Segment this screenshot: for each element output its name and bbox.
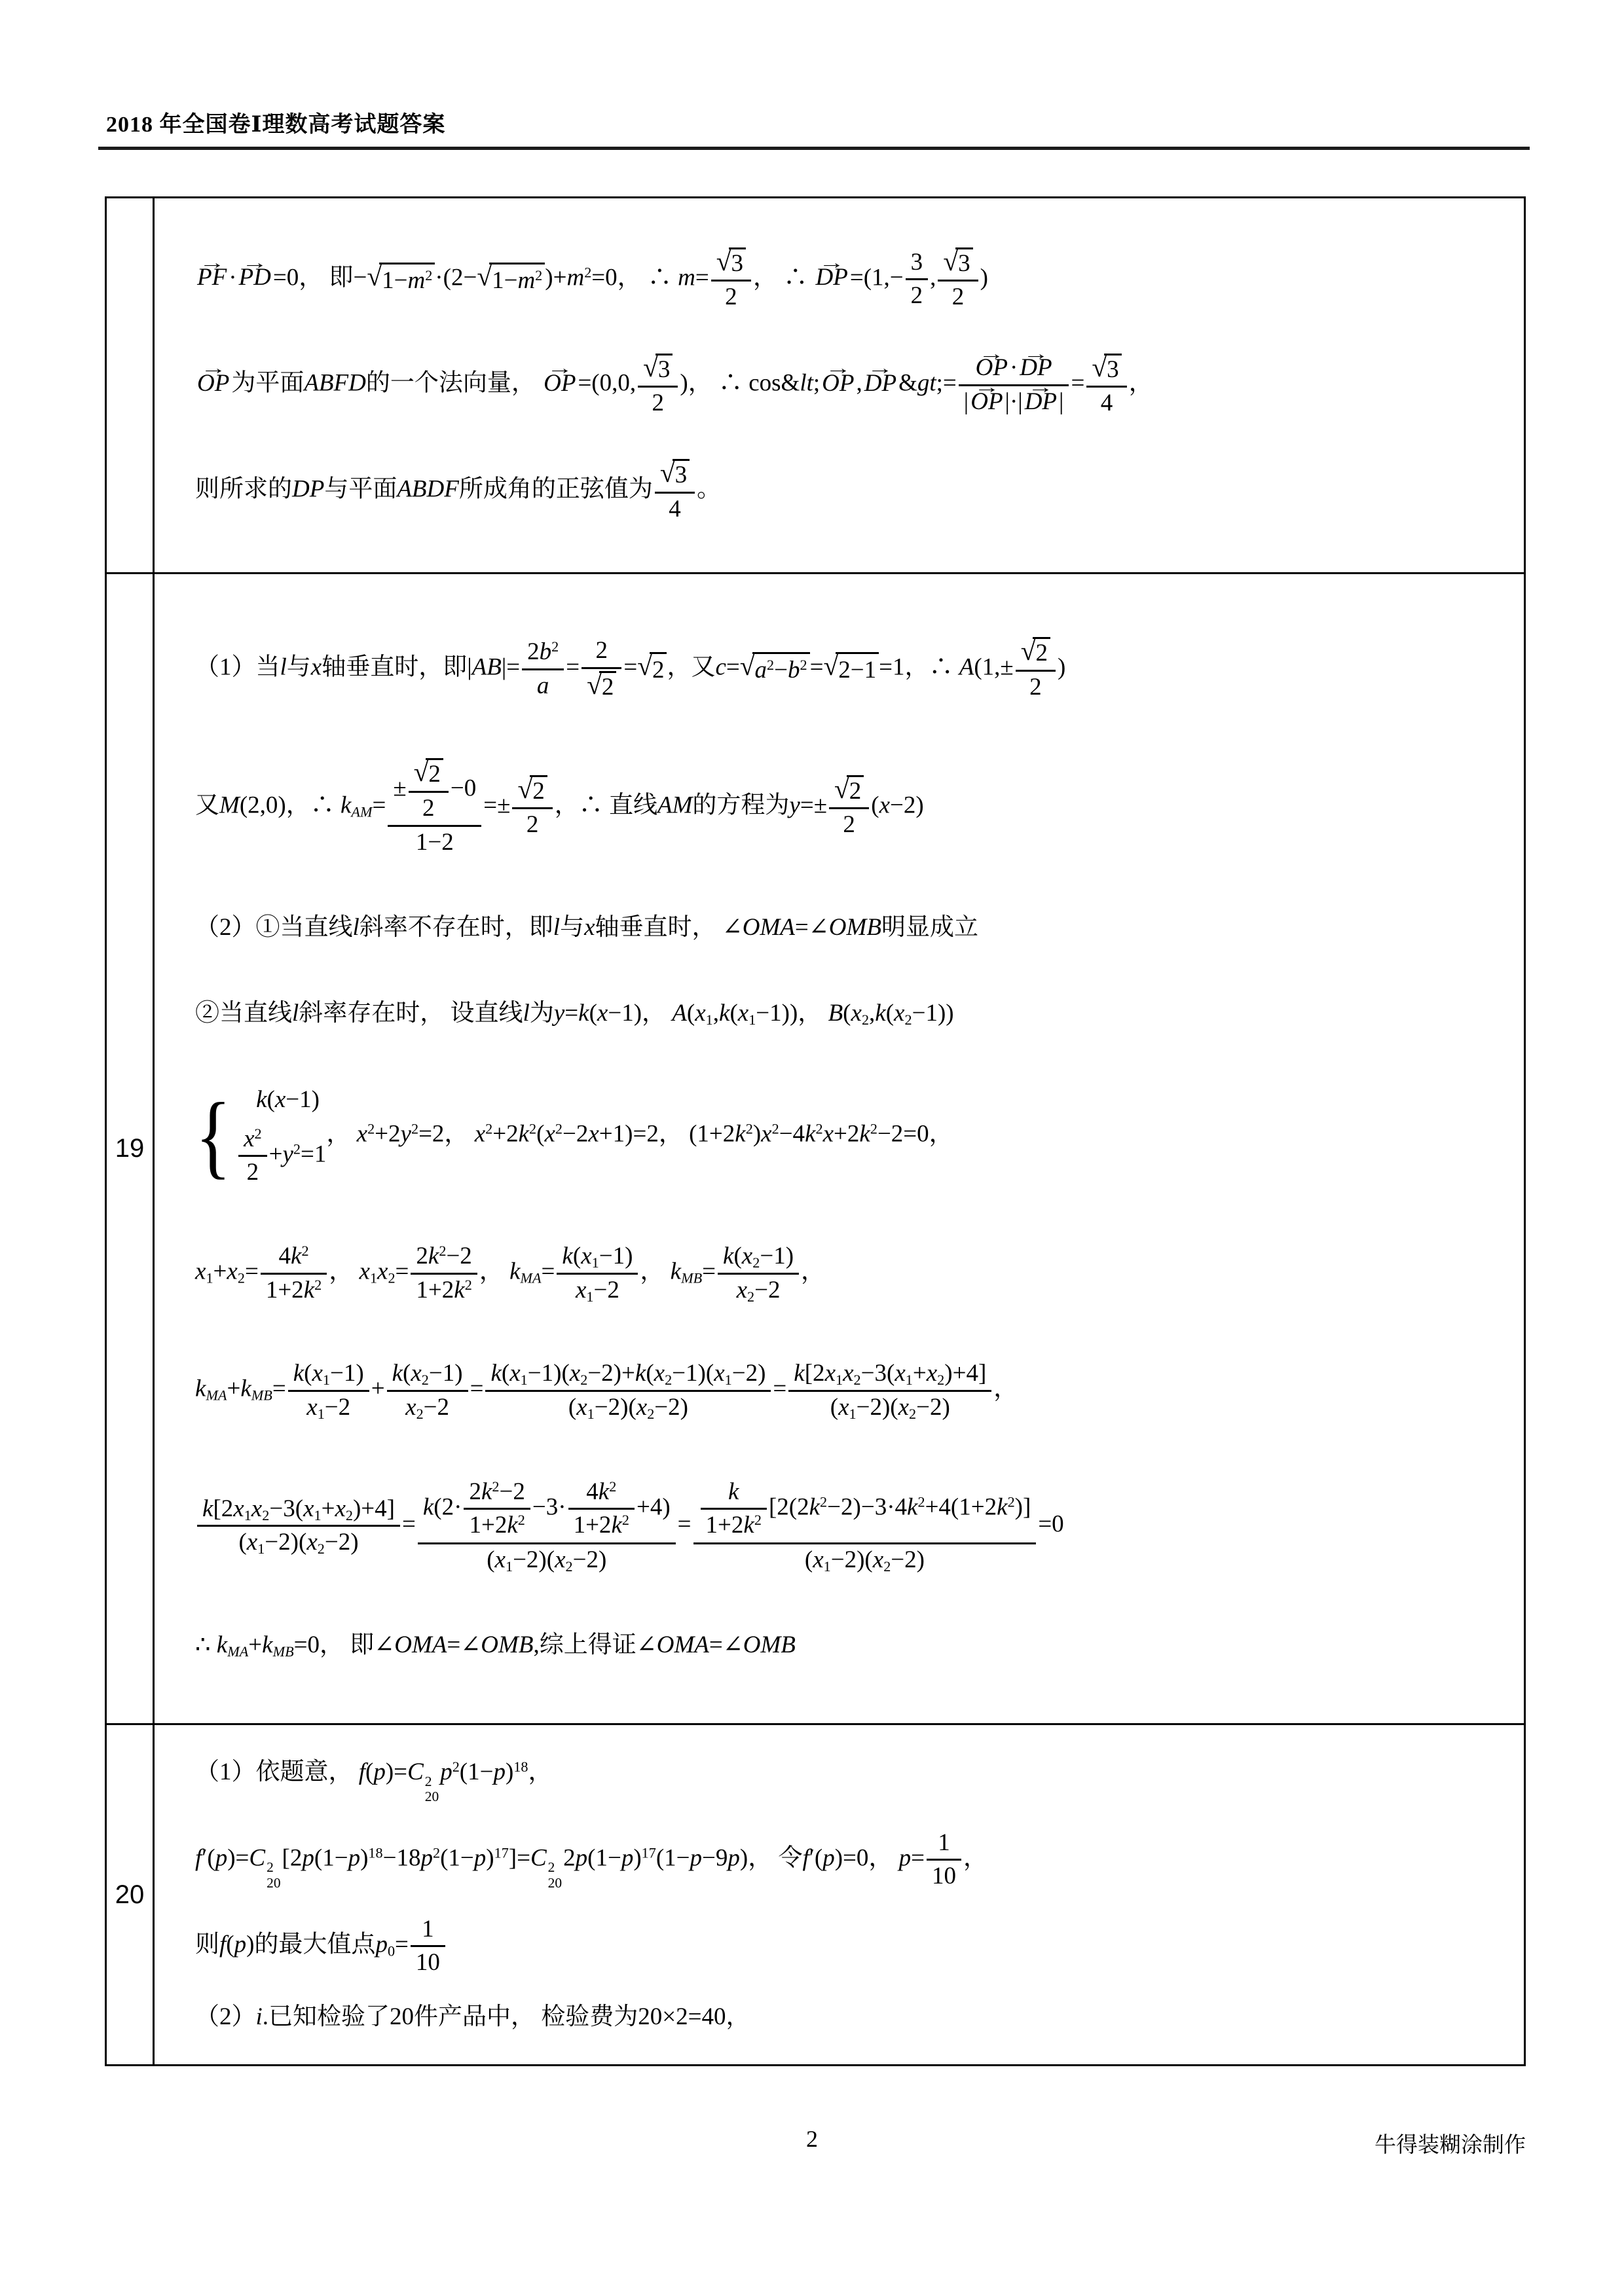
table-row (107, 1723, 1524, 2064)
footer-page-number: 2 (806, 2126, 818, 2152)
answer-line: $x_1+x_2=$ $\frac{4k^2}{1+2k^2}$ ， $x_1x_2=$ $\frac{2k^2-2}{1+2k^2}$ ， $k_{MA}=$ $\frac{k(x_1-1)}{x_1-2}$ ， $k_{MB}=$ $\frac{k(x_2-1)}{x_2-2}$ ， (195, 1242, 826, 1305)
answer-table (105, 196, 1526, 2066)
table-row (107, 572, 1524, 1723)
answer-line: $k_{MA}+k_{MB}=$ $\frac{k(x_1-1)}{x_1-2}$ + $\frac{k(x_2-1)}{x_2-2}$ = $\frac{k(x_1-1)(x_2-2)+k(x_2-1)(x_1-2)}{(x_1-2)(x_2-2)}$ = $\frac{k[2x_1x_2-3(x_1+x_2)+4]}{(x_1-2)(x_2-2)}$ ， (195, 1360, 1018, 1423)
answer-line: （1）依题意， f(p)=C 2 20 $p^2(1-p)^{18}$， (195, 1758, 553, 1805)
footer-credit: 牛得装糊涂制作 (1375, 2134, 1526, 2157)
answer-line: （2）i.已知检验了20件产品中， 检验费为20×2=40， (195, 2003, 750, 2030)
answer-content-cell (155, 1725, 1524, 2064)
answer-line: ∴ $k_{MA}+k_{MB}=0$， 即∠OMA=∠OMB,综上得证∠OMA=∠OMB (195, 1631, 796, 1660)
answer-line: （2）①当直线l斜率不存在时，即l与x轴垂直时， ∠OMA=∠OMB明显成立 (195, 913, 978, 941)
page-title: 2018 年全国卷Ⅰ理数高考试题答案 (106, 113, 446, 137)
answer-line: { k(x−1) $\frac{x^2}{2}$ $+y^2=1$ ， $x^2+2y^2=2$， $x^2+2k^2(x^2-2x+1)=2$， $(1+2k^2)x^2-4k^2x+2k^2-2=0$， (195, 1084, 953, 1188)
answer-content-cell (155, 574, 1524, 1723)
header-rule (98, 147, 1530, 150)
answer-line: ②当直线l斜率存在时， 设直线l为y=k(x−1)， $A(x_1,k(x_1-1))$， $B(x_2,k(x_2-1))$ (195, 1000, 954, 1029)
answer-line: 则所求的DP与平面ABDF所成角的正弦值为 √ 3 4 。 (195, 458, 722, 522)
answer-content-cell (155, 198, 1524, 572)
answer-line: 又M(2,0)，∴ $k_{AM}=$ ± √ 2 2 −0 1−2 =± √ 2 2 ，∴ 直线AM的方程为y=± √ 2 2 (x−2) (195, 757, 924, 856)
question-number-cell (107, 198, 155, 572)
question-number-cell: 19 (107, 574, 155, 1723)
answer-line: 则f(p)的最大值点$p_0=$ $\frac{1}{10}$ (195, 1915, 1509, 1978)
answer-line: （1）当l与x轴垂直时，即|AB|= $\frac{2b^2}{a}$ = 2 √ 2 = √ 2 ，又c= √ $a^2-b^2$ = √ 2−1 =1，∴ A(1,± √ 2 2 ) (195, 636, 1066, 701)
answer-line: PF →·PD →=0， 即− √ $1-m^2$ ·(2− √ $1-m^2$ )$+m^2=0$， ∴ m= √ 3 2 ， ∴ DP →=(1,− $\frac{3}{2}$ , √ 3 2 ) (195, 247, 1509, 312)
answer-line: f′(p)=C 2 20 $[2p(1-p)^{18}-18p^2(1-p)^{17}]=C$ 2 20 $2p(1-p)^{17}(1-p-9p)$， 令f′(p)=0， p= $\frac{1}{10}$ ， (195, 1829, 988, 1891)
answer-line: OP →为平面ABFD的一个法向量， OP →=(0,0, √ 3 2 )， ∴ cos&lt;OP →,DP →&gt;= $\frac{OP \to\cdot DP \to}{|OP \to|\cdot|DP \to|}$ = √ 3 4 ， (195, 352, 1509, 418)
answer-line: $\frac{k[2x_1x_2-3(x_1+x_2)+4]}{(x_1-2)(x_2-2)}$ = k(2· $\frac{2k^2-2}{1+2k^2}$ −3· $\frac{4k^2}{1+2k^2}$ +4) $(x_1-2)(x_2-2)$ = $\frac{k}{1+2k^2}$ $[2(2k^2-2)-3\cdot 4k^2+4(1+2k^2)]$ $(x_1-2)(x_2-2)$ =0 (195, 1477, 1509, 1575)
question-number-cell: 20 (107, 1725, 155, 2064)
table-row (107, 198, 1524, 572)
